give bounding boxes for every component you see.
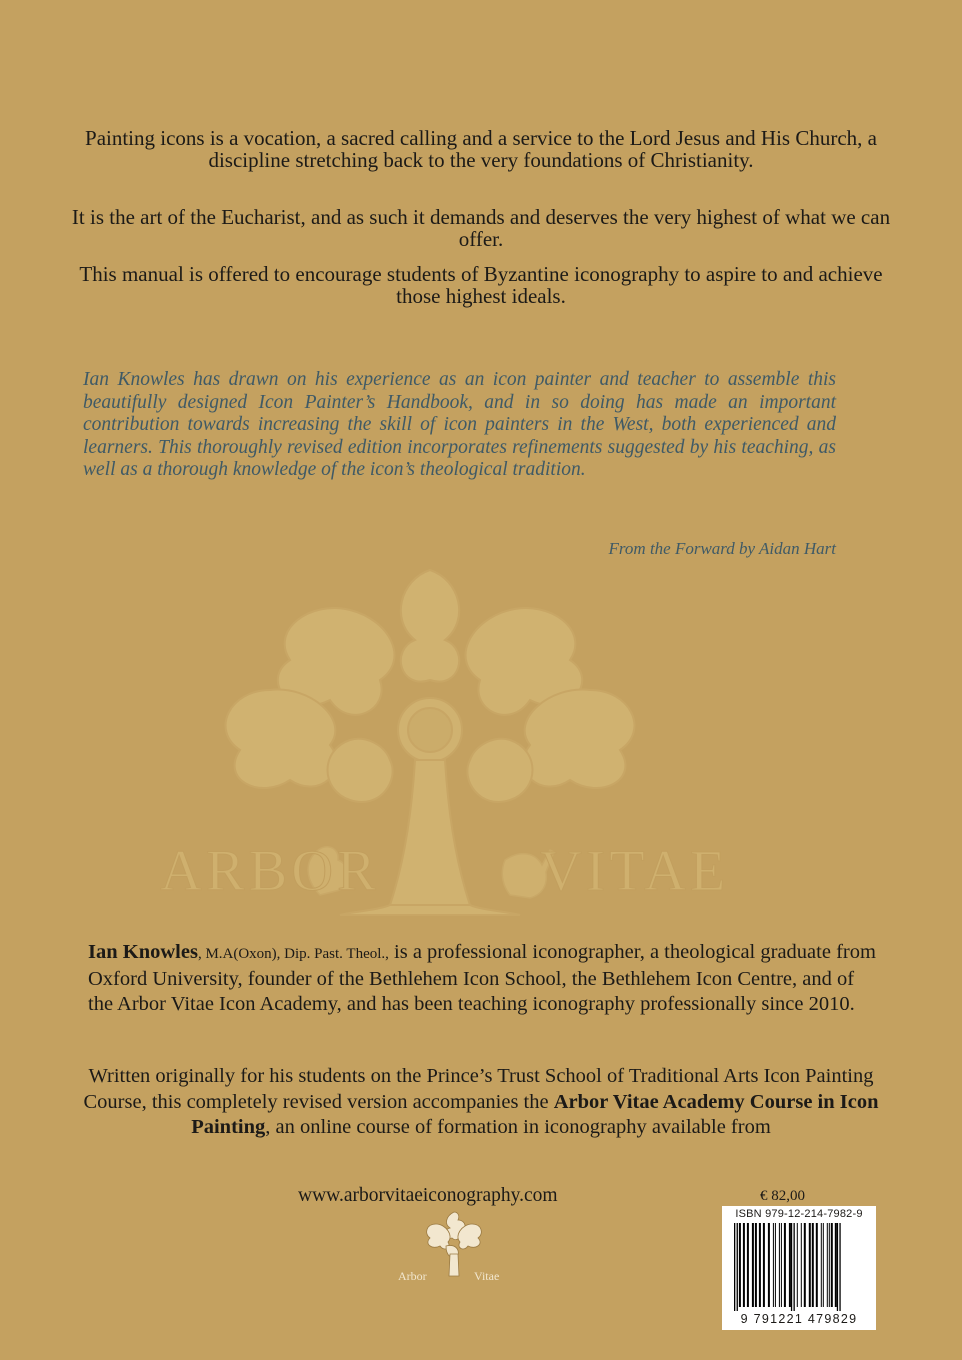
barcode-guard-bar (837, 1223, 838, 1311)
author-bio (88, 940, 878, 1017)
author-credentials: , M.A(Oxon), Dip. Past. Theol., (197, 946, 389, 962)
course-description (70, 1064, 892, 1141)
barcode-bar (812, 1223, 814, 1307)
intro-text-1: Painting icons is a vocation, a sacred calling and a service to the Lord Jesus and His Church, a discipline stretching back to the very foundations of Christianity. (85, 126, 877, 172)
intro-paragraph-3 (70, 263, 892, 307)
arbor-vitae-logo (396, 1210, 512, 1290)
barcode-bar (743, 1223, 745, 1307)
barcode-bar (821, 1223, 822, 1307)
barcode-bar (755, 1223, 757, 1307)
barcode-bar (739, 1223, 741, 1307)
course-name: Arbor Vitae Academy Course in Icon Painting (191, 1090, 879, 1138)
course-text-after: , an online course of formation in iconography available from (265, 1116, 771, 1138)
barcode-digits: 9 791221 479829 (740, 1312, 858, 1326)
barcode-bar (752, 1223, 754, 1307)
barcode-bar (768, 1223, 770, 1307)
barcode-bar (835, 1223, 837, 1307)
barcode-bar (809, 1223, 811, 1307)
barcode-bar (827, 1223, 828, 1307)
author-name: Ian Knowles (88, 941, 198, 963)
barcode-bar (784, 1223, 786, 1307)
isbn-label: ISBN 979-12-214-7982-9 (735, 1208, 863, 1220)
logo-left-word: Arbor (398, 1269, 427, 1283)
barcode-bar (804, 1223, 806, 1307)
intro-paragraph-2 (70, 206, 892, 250)
barcode-bar (831, 1223, 833, 1307)
barcode-guard-bar (839, 1223, 840, 1311)
intro-text-3: This manual is offered to encourage students of Byzantine iconography to aspire to and achieve those highest ideals. (79, 262, 883, 308)
quote-attribution: From the Forward by Aidan Hart (608, 539, 836, 558)
intro-text-2: It is the art of the Eucharist, and as such it demands and deserves the very highest of what we can offer. (71, 205, 891, 251)
barcode-bar (759, 1223, 761, 1307)
barcode-bar (789, 1223, 791, 1307)
barcode-bar (829, 1223, 830, 1307)
barcode-bar (816, 1223, 818, 1307)
author-bio-text: is a professional iconographer, a theological graduate from Oxford University, founder of the Bethlehem Icon School, the Bethlehem Icon Centre, and of the Arbor Vitae Icon Academy, and has been teaching iconography professionally since 2010. (88, 941, 876, 1015)
price: € 82,00 (760, 1188, 805, 1204)
barcode-bar (801, 1223, 802, 1307)
barcode-box (722, 1206, 876, 1330)
barcode-bar (779, 1223, 780, 1307)
barcode-guard-bar (794, 1223, 795, 1311)
course-text-before: Written originally for his students on the Prince’s Trust School of Traditional Arts Icon Painting Course, this completely revised version accompanies the (83, 1065, 874, 1113)
barcode-bar (747, 1223, 749, 1307)
barcode-bar (775, 1223, 776, 1307)
barcode-bar (773, 1223, 774, 1307)
barcode-bars (732, 1223, 866, 1313)
watermark-left-word: ARBOR (160, 838, 380, 903)
barcode-guard-bar (791, 1223, 792, 1311)
arbor-vitae-tree-watermark (150, 560, 730, 920)
watermark-right-word: VITAE (540, 838, 730, 903)
barcode-bar (797, 1223, 798, 1307)
foreword-quote: Ian Knowles has drawn on his experience as an icon painter and teacher to assemble this beautifully designed Icon Painter’s Handbook, and in so doing has made an important contribution towards increasing the skill of icon painters in the West, both experienced and learners. This thoroughly revised edition incorporates refinements suggested by his teaching, as well as a thorough knowledge of the icon’s theological tradition. (83, 369, 836, 480)
barcode-guard-bar (734, 1223, 735, 1311)
barcode-guard-bar (737, 1223, 738, 1311)
website-url[interactable]: www.arborvitaeiconography.com (298, 1185, 558, 1206)
logo-right-word: Vitae (474, 1269, 500, 1283)
barcode-bar (823, 1223, 824, 1307)
intro-paragraph-1 (70, 127, 892, 171)
barcode-bar (763, 1223, 765, 1307)
barcode-bar (781, 1223, 782, 1307)
